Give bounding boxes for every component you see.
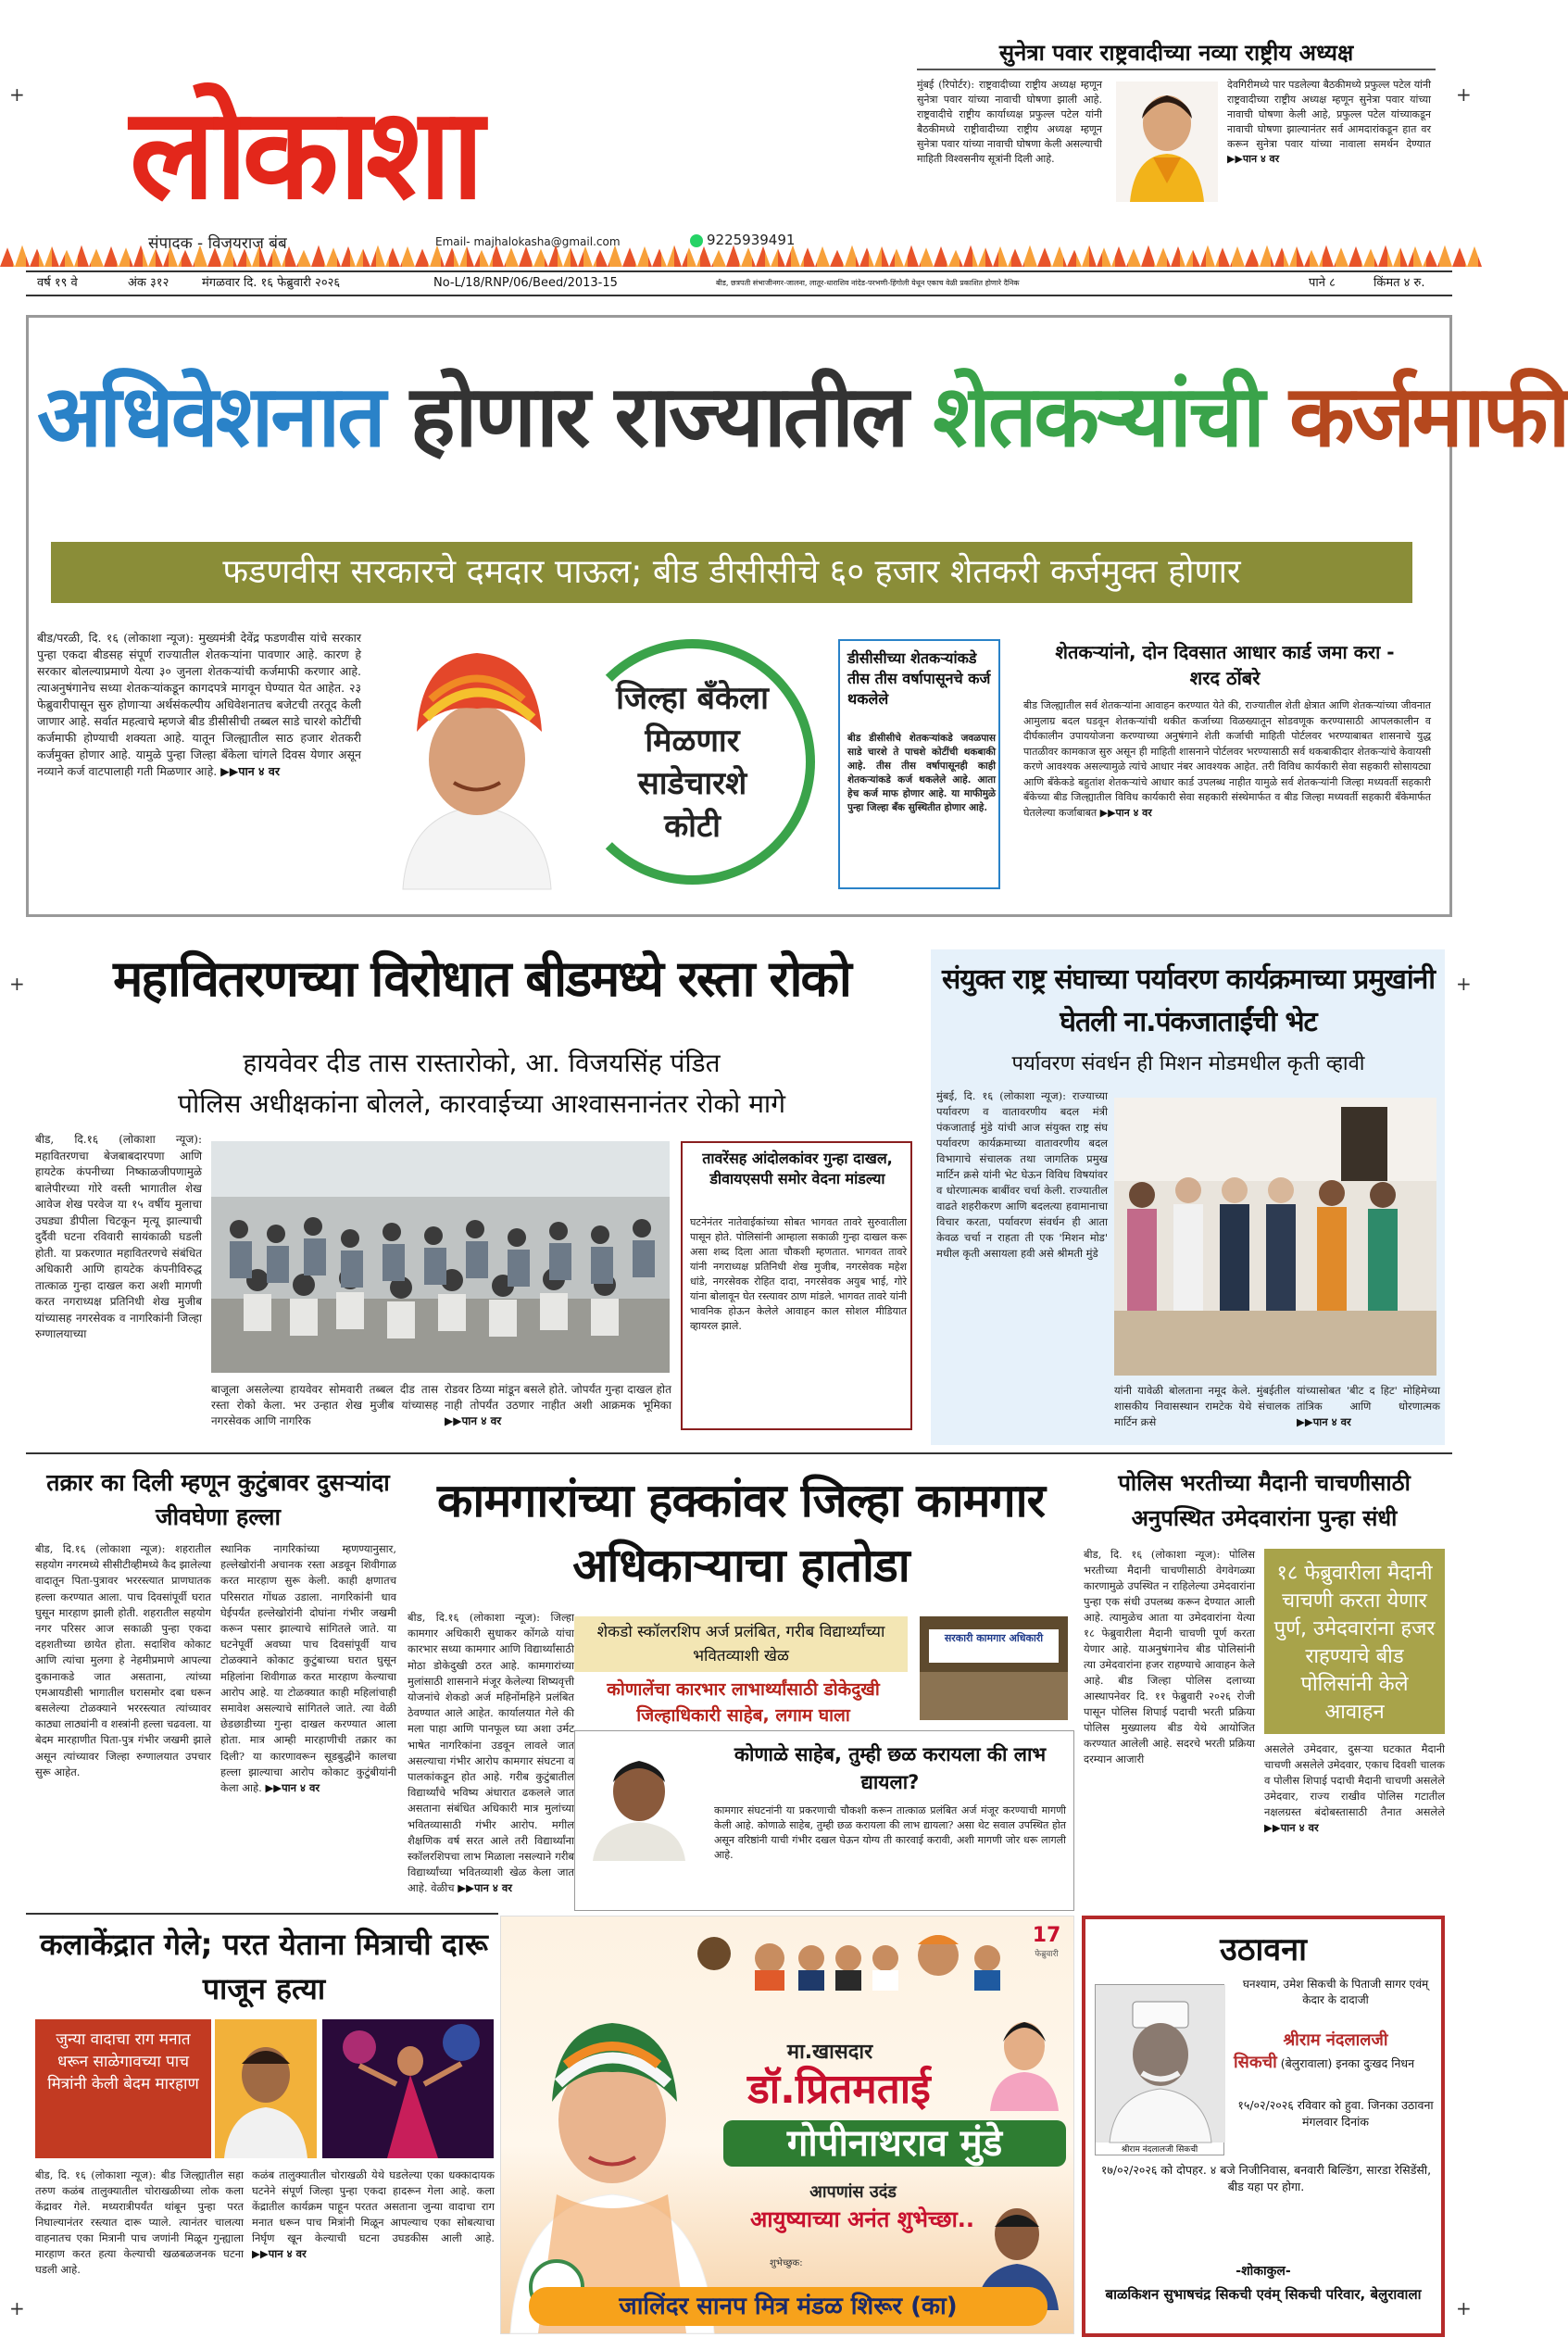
editions-line: बीड, छत्रपती संभाजीनगर-जालना, लातूर-धाराशिव नांदेड-परभणी-हिंगोली येथून एकाच वेळी प्रकाशित होणारे दैनिक — [716, 279, 1020, 287]
greeting-ad-wish1: आपणांस उदंड — [809, 2182, 897, 2202]
portrait-svg — [366, 630, 588, 889]
obituary-name1: श्रीराम नंदलालजी — [1283, 2030, 1388, 2050]
banner-circle — [570, 639, 815, 885]
police-headline: पोलिस भरतीच्या मैदानी चाचणीसाठी अनुपस्थित उमेदवारांना पुन्हा संधी — [1118, 1470, 1411, 1531]
registration-number: No-L/18/RNP/06/Beed/2013-15 — [433, 276, 618, 290]
murder-box: जुन्या वादाचा राग मनात धरून साळेगावच्या पाच मित्रांनी केली बेदम मारहाण — [35, 2019, 211, 2158]
family-attack-headline: तक्रार का दिली म्हणून कुटुंबावर दुसऱ्यांदा जीवघेणा हल्ला — [46, 1469, 390, 1530]
portrait-svg — [579, 1741, 699, 1861]
photo-svg — [1114, 1098, 1436, 1376]
un-meet-sub: पर्यावरण संवर्धन ही मिशन मोडमधील कृती व्हावी — [1011, 1052, 1365, 1075]
labour-jump: ▶▶पान ४ वर — [458, 1881, 512, 1895]
leaders-svg — [696, 1926, 1010, 1991]
murder-dancer-photo — [322, 2019, 494, 2158]
banner-headline-word4: कर्जमाफी — [1288, 367, 1568, 466]
greeting-ad — [500, 1916, 1074, 2334]
issue-date: मंगळवार दि. १६ फेब्रुवारी २०२६ — [202, 276, 341, 290]
road-block-sub2: पोलिस अधीक्षकांना बोलले, कारवाईच्या आश्वासनानंतर रोको मागे — [178, 1088, 785, 1119]
tavare-box-head: तावरेंसह आंदोलकांवर गुन्हा दाखल, डीवायएसपी समोर वेदना मांडल्या — [702, 1150, 893, 1188]
road-block-protest-photo — [211, 1141, 670, 1373]
family-attack-col2: स्थानिक नागरिकांच्या म्हणण्यानुसार, हल्लेखोरांनी अचानक रस्ता अडवून शिवीगाळ करत मारहाण सुरू केली. काही क्षणातच परिसरात गोंधळ उडाला. नागरिकांनी धाव घेईपर्यंत हल्लेखोरांनी दोघांना गंभीर जखमी करून पसार झाल्याचे सांगितले जाते. या घटनेपूर्वी अवघ्या पाच दिवसांपूर्वी याच टोळक्याने कोकाट कुटुंबाच्या घरात घुसून महिलांना शिवीगाळ करत मारहाण केल्याचा आरोप आहे. या टोळक्यात काही महिलांचाही समावेश असल्याचे सांगितले जाते. त्या वेळी छेडछाडीच्या गुन्हा दाखल करण्यात आला होता. मात्र आम्ही मारहाणीची तक्रार का दिली? या कारणावरून सूडबुद्धीने कालचा हल्ला झाल्याचा आरोप कोकाट कुटुंबीयांनी केला आहे. ▶▶पान ४ वर — [220, 1542, 396, 1795]
officer-photo — [579, 1741, 699, 1861]
obituary-mourners: बाळकिशन सुभाषचंद्र सिकची एवंम् सिकची परिवार, बेलुरावाला — [1105, 2286, 1422, 2303]
aadhar-story-jump: ▶▶पान ४ वर — [1099, 806, 1152, 819]
un-meet-caption1: यांनी यावेळी बोलताना नमूद केले. मुंबईतील शासकीय निवासस्थान रामटेक येथे संचालक मार्टिन क्रसे — [1114, 1384, 1290, 1428]
aadhar-story-headline: शेतकऱ्यांनो, दोन दिवसात आधार कार्ड जमा करा - शरद ठोंबरे — [1055, 641, 1395, 689]
sunetra-pawar-photo — [1116, 82, 1218, 202]
photo-svg — [211, 1141, 670, 1373]
labour-question-head: कोणाळे साहेब, तुम्ही छळ करायला की लाभ द्यायला? — [734, 1743, 1047, 1793]
obituary-name-line — [1234, 2055, 1437, 2072]
un-meet-caption2: यांच्यासोबत 'बीट द हिट' मोहिमेच्या तांत्रिक आणि धोरणात्मक ▶▶पान ४ वर — [1297, 1384, 1440, 1428]
labour-question-box — [574, 1730, 1074, 1911]
dcc-box-head: डीसीसीच्या शेतकऱ्यांकडे तीस तीस वर्षापासूनचे कर्ज थकलेले — [847, 649, 991, 708]
labour-tag2: कोणालेंचा कारभार लाभार्थ्यांसाठी डोकेदुखी जिल्हाधिकारी साहेब, लगाम घाला — [607, 1679, 880, 1726]
price: किंमत ४ रु. — [1374, 276, 1425, 290]
banner-headline-word3: शेतकऱ्यांची — [933, 367, 1262, 466]
dcc-box — [838, 639, 1000, 889]
banner-lead-jump: ▶▶पान ४ वर — [220, 764, 280, 778]
road-block-jump: ▶▶पान ४ वर — [445, 1414, 502, 1427]
obituary-photo-caption: श्रीराम नंदलालजी सिकची — [1121, 2145, 1198, 2155]
road-block-headline: महावितरणच्या विरोधात बीडमध्ये रस्ता रोको — [113, 949, 850, 1008]
obituary-family: घनश्याम, उमेश सिकची के पिताजी सागर एवंम् केदार के दादाजी — [1242, 1978, 1429, 2006]
road-block-caption2: रोडवर ठिय्या मांडून बसले होते. जोपर्यंत गुन्हा दाखल होत नाही तोपर्यंत उठणार नाहीत अशी आक्रमक भूमिका ▶▶पान ४ वर — [445, 1383, 671, 1427]
crop-mark: + — [1456, 2297, 1472, 2319]
greeting-ad-badge-number: 17 — [1032, 1924, 1061, 1947]
banner-lead: बीड/परळी, दि. १६ (लोकाशा न्यूज): मुख्यमंत्री देवेंद्र फडणवीस यांचे सरकार पुन्हा एकदा बीडसह संपूर्ण राज्यातील शेतकऱ्यांना पावणार आहे. कारण हे सरकार बोलल्याप्रमाणे येत्या ३० जुनला शेतकऱ्यांची कर्जमाफी करणार आहे. त्याअनुषंगानेच सध्या शेतकऱ्यांकडून कागदपत्रे मागवून घेण्यात येत आहेत. २३ फेब्रुवारीपासून सुरु होणाऱ्या अर्थसंकल्पीय अधिवेशनातच बजेटची तरतूद केली जाणार आहे. सर्वात महत्वाचे म्हणजे बीड डीसीसीची तब्बल साडे चारशे कोटींची कर्जमाफी होण्याची शक्यता आहे. यातून जिल्ह्यातील साठ हजार शेतकरी कर्जमुक्त होणार आहे. यामुळे पुन्हा जिल्हा बँकेला चांगले दिवस येणार असून नव्याने कर्ज वाटपालाही गती मिळणार आहे. ▶▶पान ४ वर — [37, 631, 361, 778]
banner-circle-text: जिल्हा बँकेला मिळणार साडेचारशे कोटी — [616, 679, 769, 845]
greeting-ad-badge-month: फेब्रुवारी — [1035, 1950, 1059, 1959]
crop-mark: + — [1456, 973, 1472, 995]
obituary-place: (बेलुरावाला) इनका दुःखद निधन — [1280, 2056, 1415, 2070]
road-block-col1: बीड, दि.१६ (लोकाशा न्यूज): महावितरणचा बेजबाबदारपणा आणि हायटेक कंपनीच्या निष्काळजीपणामुळे बालेपीरच्या गोरे वस्ती भागातील शेख आवेज शेख परवेज या १५ वर्षीय मुलाचा उघड्या डीपीला चिटकून मृत्यू झाल्याची दुर्दैवी घटना रविवारी सायंकाळी घडली होती. या प्रकरणात महावितरणचे संबंधित अधिकारी आणि हायटेक कंपनीविरुद्ध तात्काळ गुन्हा दाखल करा अशी मागणी करत नगराध्यक्ष प्रतिनिधी शेख मुजीब यांच्यासह नगरसेवक व नागरिकांनी जिल्हा रुग्णालयाच्या — [35, 1133, 202, 1340]
tavare-box-text: घटनेनंतर नातेवाईकांच्या सोबत भागवत तावरे सुरुवातीला पासून होते. पोलिसांनी आम्हाला सकाळी गुन्हा दाखल करू असा शब्द दिला आता चौकशी म्हणतात. भागवत तावरे यांनी नगराध्यक्ष प्रतिनिधी शेख मुजीब, नगरसेवक महेश धांडे, नगरसेवक रोहित दादा, नगरसेवक अयुब भाई, गोरे यांना बोलावून घेत रस्त्यावर ठाण मांडले. भागवत तावरे यांनी भावनिक होऊन केलेले आवाहन काल सोशल मीडियात व्हायरल झाले. — [690, 1216, 907, 1332]
police-box: १८ फेब्रुवारीला मैदानी चाचणी करता येणार पुर्ण, उमेदवारांना हजर राहण्याचे बीड पोलिसांनी केले आवाहन — [1264, 1549, 1445, 1734]
crop-mark: + — [9, 973, 25, 995]
crop-mark: + — [1456, 83, 1472, 106]
top-story-col2: देवगिरीमध्ये पार पडलेल्या बैठकीमध्ये प्रफुल्ल पटेल यांनी राष्ट्रवादीच्या राष्ट्रीय अध्यक्ष म्हणून सुनेत्रा पवार यांच्या नावाची घोषणा केली आहे, प्रफुल्ल पटेल यांच्याकडून नावाची घोषणा झाल्यानंतर सर्व आमदारांकडून हात वर करून सुनेत्रा पवार यांच्या नावाला समर्थन देण्यात ▶▶पान ४ वर — [1227, 79, 1431, 165]
issue-strip — [26, 270, 1452, 296]
obituary-name2: सिकची — [1234, 2053, 1277, 2072]
crop-mark: + — [9, 83, 25, 106]
labour-question-text: कामगार संघटनांनी या प्रकरणाची चौकशी करून तात्काळ प्रलंबित अर्ज मंजूर करण्याची मागणी केली आहे. कोणाळे साहेब, तुम्ही छळ करायला की लाभ द्यायला? असा थेट सवाल उपस्थित होत असून वरिष्ठांनी याची गंभीर दखल घेऊन योग्य ती कारवाई करावी, अशी मागणी जोर धरू लागली आहे. — [714, 1804, 1066, 1861]
murder-jump: ▶▶पान ४ वर — [252, 2247, 307, 2260]
murder-headline: कलाकेंद्रात गेले; परत येताना मित्राची दारू पाजून हत्या — [40, 1927, 488, 2006]
road-block-sub1: हायवेवर दीड तास रास्तारोको, आ. विजयसिंह पंडित — [243, 1048, 721, 1078]
masthead-phone: 9225939491 — [690, 232, 795, 248]
road-block-caption1: बाजूला असलेल्या हायवेवर सोमवारी तब्बल दीड तास रस्ता रोको केला. भर उन्हात शेख मुजीब यांच्यासह नगरसेवक आणि नागरिक — [211, 1383, 438, 1427]
crop-mark: + — [9, 2297, 25, 2319]
portrait-svg — [1096, 1985, 1225, 2143]
murder-victim-photo — [215, 2019, 317, 2158]
greeting-ad-greeter: जालिंदर सानप मित्र मंडळ शिरूर (का) — [529, 2287, 1047, 2326]
labour-office-photo — [920, 1616, 1068, 1720]
un-meet — [931, 949, 1445, 1445]
office-sign-text: सरकारी कामगार अधिकारी — [929, 1629, 1059, 1663]
family-attack-rule — [26, 1452, 1452, 1454]
greeting-ad-honorific: मा.खासदार — [786, 2041, 873, 2064]
obituary-date: १५/०२/२०२६ रविवार को हुवा. जिनका उठावना मंगलवार दिनांक — [1237, 2098, 1434, 2129]
obituary-photo — [1095, 1984, 1224, 2155]
family-attack-jump: ▶▶पान ४ वर — [265, 1781, 320, 1795]
labour-text: बीड, दि.१६ (लोकाशा न्यूज): जिल्हा कामगार अधिकारी सुधाकर कोंगळे यांचा कारभार सध्या कामगार आणि विद्यार्थ्यांसाठी मोठा डोकेदुखी ठरत आहे. कामगारांच्या मुलांसाठी शासनाने मंजूर केलेल्या शिष्यवृत्ती योजनांचे शेकडो अर्ज महिनोंमहिने प्रलंबित ठेवण्यात आले आहेत. कार्यालयात गेले की मला पाहा आणि पानफूल घ्या अशा उर्मट भाषेत नागरिकांना उडवून लावले जात असल्याचा गंभीर आरोप कामगार संघटना व पालकांकडून होत आहे. गरीब कुटुंबातील विद्यार्थ्यांचे भविष्य अंधारात ढकलले जात असताना संबंधित अधिकारी मात्र मुलांच्या भवितव्यासाठी गंभीर आरोप. मगील शैक्षणिक वर्ष सरत आले तरी विद्यार्थ्यांना स्कॉलरशिपचा लाभ मिळाला नसल्याने गरीब विद्यार्थ्यांच्या भवितव्याशी खेळ केला जात आहे. वेळीच ▶▶पान ४ वर — [408, 1611, 574, 1895]
portrait-svg — [983, 2009, 1066, 2111]
murder-col1: बीड, दि. १६ (लोकाशा न्यूज): बीड जिल्ह्यातील सहा तरुण कळंब तालुक्यातील चोराखळीच्या लोक कला केंद्रावर गेले. मध्यरात्रीपर्यंत थांबून पुन्हा परत निघाल्यानंतर रस्त्यात दारू प्याले. त्यानंतर चालत्या वाहनातच एका मित्रानी पाच जणांनी मिळून गुन्ह्याला मारहाण करत हत्या केल्याची खळबळजनक घटना घडली आहे. — [35, 2168, 244, 2276]
police-col2: असलेले उमेदवार, दुसऱ्या घटकात मैदानी चाचणी असलेले उमेदवार, एकाच दिवशी चालक व पोलीस शिपाई पदाची मैदानी चाचणी असलेले उमेदवार, राज्य राखीव पोलिस गटातील नक्षलग्रस्त बंदोबस्तासाठी तैनात असलेले ▶▶पान ४ वर — [1264, 1742, 1445, 1834]
portrait-svg — [215, 2019, 317, 2158]
mp-inset-photo — [983, 2009, 1066, 2111]
police-jump: ▶▶पान ४ वर — [1264, 1821, 1319, 1834]
aadhar-story-text: बीड जिल्ह्यातील सर्व शेतकऱ्यांना आवाहन करण्यात येते की, राज्यातील शेती क्षेत्रात आणि शेतकऱ्यांच्या जीवनात आमुलाग्र बदल घडवून शेतकऱ्यांची थकीत कर्जाच्या विळख्यातून सोडवणूक करण्यासाठी आपलकालीन व दीर्घकालीन उपाययोजना करण्याच्या अनुषंगाने शेती कर्जाची माहिती पोर्टलवर भरण्याबाबत शासनाचे युद्ध पातळीवर कामकाज सुरु असून ही माहिती शासनाने पोर्टलवर भरण्यासाठी सर्व थकबाकीदार शेतकऱ्यांचे केवायसी करणे आवश्यक असल्यामुळे त्यांचे आधार नंबर आवश्यक आहेत. तरी विविध कार्यकारी सेवा सहकारी सोसायट्या आणि बँकेकडे बहुतांश शेतकऱ्यांचे आधार कार्ड उपलब्ध नाहीत यामुळे सर्व शेतकऱ्यांनी जिल्हा मध्यवर्ती सहकारी बँकेच्या बीड जिल्ह्यातील विविध कार्यकारी सेवा सहकारी संस्थेमार्फत व बीड जिल्हा मध्यवर्ती सहकारी बँकेमार्फत घेतलेल्या कर्जाबाबत ▶▶पान ४ वर — [1023, 699, 1431, 819]
portrait-svg — [501, 1981, 723, 2333]
greeting-ad-wish2: आयुष्याच्या अनंत शुभेच्छा.. — [749, 2206, 975, 2232]
obituary — [1082, 1916, 1445, 2337]
top-story-headline: सुनेत्रा पवार राष्ट्रवादीच्या नव्या राष्ट्रीय अध्यक्ष — [917, 37, 1436, 70]
fadnavis-photo — [366, 630, 588, 889]
family-attack-col1: बीड, दि.१६ (लोकाशा न्यूज): शहरातील सहयोग नगरमध्ये सीसीटीव्हीमध्ये कैद झालेल्या वादातून पिता-पुत्रावर भररस्त्यात प्राणघातक हल्ला करण्यात आला. पाच दिवसांपूर्वी घरात घुसून मारहाण झाली होती. शहरातील सहयोग नगर परिसर आज सकाळी पुन्हा एकदा दहशतीच्या छायेत होता. सदाशिव कोकाट आणि त्यांचा मुलगा हे नेहमीप्रमाणे आपल्या दुकानाकडे जात असताना, त्यांच्या एमआयडीसी भागातील घरासमोर दबा धरून बसलेल्या टोळक्याने भररस्त्यात त्यांच्यावर काठ्या लाठ्यांनी व शस्त्रांनी हल्ला चढवला. या बेदम मारहाणीत पिता-पुत्र गंभीर जखमी झाले असून त्यांच्यावर जिल्हा रुग्णालयात उपचार सुरू आहेत. — [35, 1542, 211, 1778]
whatsapp-icon — [690, 234, 703, 247]
leaders-row — [696, 1926, 1010, 1991]
obituary-time: १७/०२/२०२६ को दोपहर. ४ बजे निजीनिवास, बनवारी बिल्डिंग, सारडा रेसिडेंसी, बीड यहा पर होगा. — [1100, 2163, 1432, 2193]
greeting-ad-greeter-label: शुभेच्छुक: — [770, 2258, 803, 2268]
obituary-title: उठावना — [1220, 1931, 1307, 1968]
un-meet-jump: ▶▶पान ४ वर — [1297, 1415, 1351, 1428]
greeting-ad-name1: डॉ.प्रितमताई — [747, 2066, 931, 2113]
photo-svg — [322, 2019, 494, 2158]
labour-headline: कामगारांच्या हक्कांवर जिल्हा कामगार अधिकाऱ्याचा हातोडा — [436, 1474, 1046, 1592]
issue-number: अंक ३१२ — [128, 276, 169, 290]
page-count: पाने ८ — [1309, 276, 1336, 290]
banner-subhead: फडणवीस सरकारचे दमदार पाऊल; बीड डीसीसीचे ६० हजार शेतकरी कर्जमुक्त होणार — [51, 542, 1412, 603]
aadhar-story — [1014, 630, 1436, 908]
dcc-box-text: बीड डीसीसीचे शेतकऱ्यांकडे जवळपास साडे चारशे ते पाचशे कोटींची थकबाकी आहे. तीस तीस वर्षापासूनही काही शेतकऱ्यांकडे कर्ज थकलेले आहे. आता हेच कर्ज माफ होणार आहे. या माफीमुळे पुन्हा जिल्हा बँक सुस्थितीत होणार आहे. — [847, 733, 996, 813]
police-col1: बीड, दि. १६ (लोकाशा न्यूज): पोलिस भरतीच्या मैदानी चाचणीसाठी वेगवेगळ्या कारणामुळे उपस्थित न राहिलेल्या उमेदवारांना पुन्हा एक संधी उपलब्ध करून देण्यात आली आहे. त्यामुळेच आता या उमेदवारांना येत्या १८ फेब्रुवारीला मैदानी चाचणी पूर्ण करता येणार आहे. याअनुषंगानेच बीड पोलिसांनी त्या उमेदवारांना हजर राहण्याचे आवाहन केले आहे. बीड जिल्हा पोलिस दलाच्या आस्थापनेवर दि. ११ फेब्रुवारी २०२६ रोजी पासून पोलिस शिपाई पदाची भरती प्रक्रिया पोलिस मुख्यालय बीड येथे आयोजित करण्यात आलेली आहे. सदरचे भरती प्रक्रिया दरम्यान आजारी — [1084, 1548, 1255, 1766]
masthead-logo: लोकाशा — [130, 82, 479, 228]
un-meet-text: मुंबई, दि. १६ (लोकाशा न्यूज): राज्याच्या पर्यावरण व वातावरणीय बदल मंत्री पंकजाताई मुंडे यांची आज संयुक्त राष्ट्र संघ पर्यावरण कार्यक्रमाच्या वातावरणीय बदल विभागाचे संचालक तथा जागतिक प्रमुख मार्टिन क्रसे यांनी भेट घेऊन विविध विषयांवर व धोरणात्मक बाबींवर चर्चा केली. राज्यातील वाढते शहरीकरण आणि बदलत्या हवामानाचा विचार करता, पर्यावरण संवर्धन ही आता केवळ चर्चा न राहता ती एक 'मिशन मोड' मधील कृती असायला हवी असे श्रीमती मुंडे — [936, 1089, 1108, 1260]
mp-portrait — [501, 1981, 723, 2333]
un-meet-photo — [1114, 1098, 1436, 1376]
masthead-editor: संपादक - विजयराज बंब — [148, 234, 287, 253]
banner-headline-word2: होणार राज्यातील — [409, 367, 907, 466]
issue-volume: वर्ष १९ वे — [37, 276, 78, 290]
top-story — [917, 37, 1445, 264]
banner-headline — [37, 329, 1568, 505]
top-story-col1: मुंबई (रिपोर्टर): राष्ट्रवादीच्या राष्ट्रीय अध्यक्ष म्हणून सुनेत्रा पवार यांच्या नावाची घोषणा झाली आहे. राष्ट्रवादीचे राष्ट्रीय कार्याध्यक्ष प्रफुल्ल पटेल यांनी बैठकीमध्ये राष्ट्रीवादीच्या राष्ट्रीय अध्यक्ष म्हणून सुनेत्रा पवार यांच्या नावाची घोषणा केली असल्याची माहिती विश्वसनीय सूत्रांनी दिली आहे. — [917, 79, 1102, 165]
obituary-mourner-label: -शोकाकुल- — [1236, 2264, 1291, 2279]
portrait-svg — [1116, 82, 1218, 202]
top-story-jump: ▶▶पान ४ वर — [1227, 153, 1280, 165]
un-meet-headline: संयुक्त राष्ट्र संघाच्या पर्यावरण कार्यक्रमाच्या प्रमुखांनी घेतली ना.पंकजाताईंची भेट — [941, 963, 1436, 1038]
masthead-email: Email- majhalokasha@gmail.com — [435, 235, 621, 248]
labour-tag1: शेकडो स्कॉलरशिप अर्ज प्रलंबित, गरीब विद्यार्थ्यांच्या भवितव्याशी खेळ — [574, 1616, 908, 1672]
greeting-ad-name2: गोपीनाथराव मुंडे — [723, 2120, 1066, 2167]
tavare-box — [681, 1141, 912, 1430]
murder-rule — [26, 1913, 498, 1915]
banner-headline-word1: अधिवेशनात — [37, 367, 383, 466]
murder-col2: कळंब तालुक्यातील चोराखळी येथे घडलेल्या एका धक्कादायक घटनेने संपूर्ण जिल्हा पुन्हा एकदा हादरून गेला आहे. कला केंद्रातील कार्यक्रम पाहून परतत असताना जुन्या वादाचा राग मनात धरून पाच मित्रांनी मिळून आपल्याच एका सोबत्याचा निर्घृण खून केल्याची घटना उघडकीस आली आहे. ▶▶पान ४ वर — [252, 2168, 495, 2260]
greeting-ad-badge — [1027, 1924, 1066, 1959]
